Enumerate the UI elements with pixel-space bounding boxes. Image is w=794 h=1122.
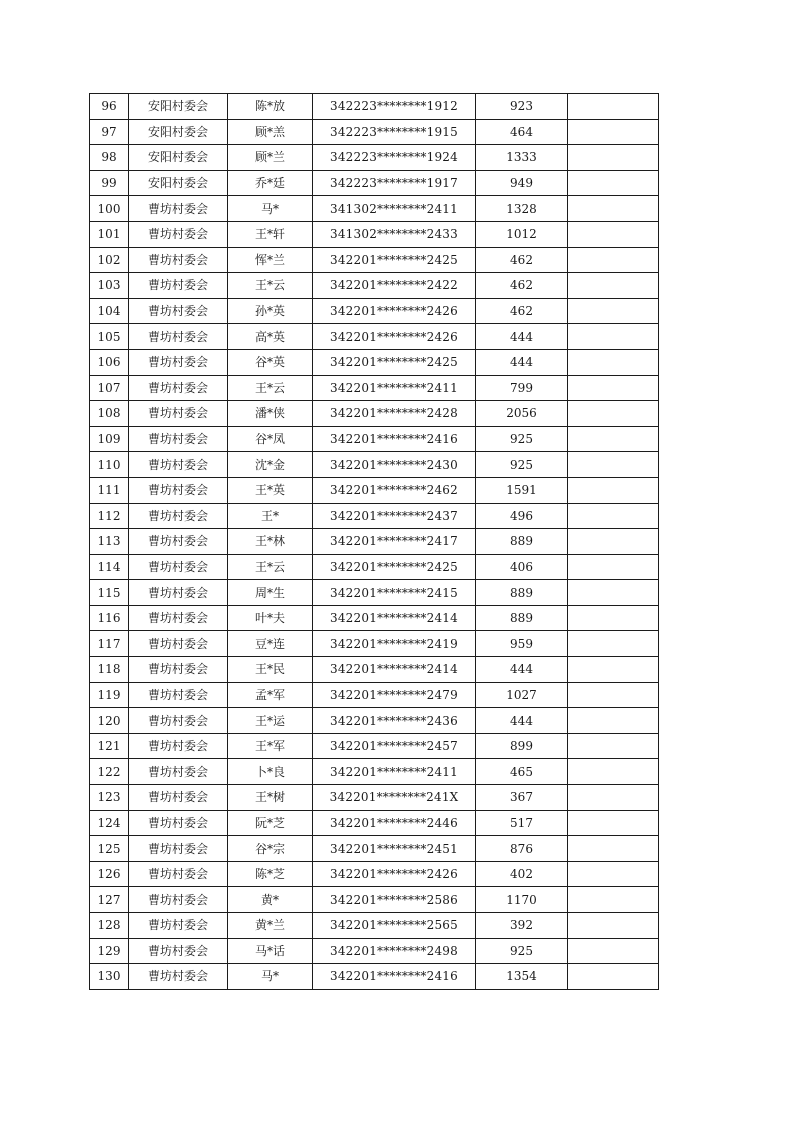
row-number-cell: 109 xyxy=(90,426,129,452)
blank-cell xyxy=(568,861,659,887)
blank-cell xyxy=(568,913,659,939)
table-row xyxy=(90,298,659,324)
amount-cell: 464 xyxy=(476,119,568,145)
village-cell: 曹坊村委会 xyxy=(129,477,228,503)
amount-cell: 949 xyxy=(476,170,568,196)
blank-cell xyxy=(568,503,659,529)
row-number-cell: 96 xyxy=(90,94,129,120)
blank-cell xyxy=(568,605,659,631)
table-row xyxy=(90,375,659,401)
village-cell: 曹坊村委会 xyxy=(129,298,228,324)
id-number-cell: 342201********2436 xyxy=(313,708,476,734)
village-cell: 曹坊村委会 xyxy=(129,221,228,247)
amount-cell: 923 xyxy=(476,94,568,120)
amount-cell: 889 xyxy=(476,529,568,555)
blank-cell xyxy=(568,657,659,683)
table-row xyxy=(90,145,659,171)
id-number-cell: 342201********2414 xyxy=(313,657,476,683)
amount-cell: 1170 xyxy=(476,887,568,913)
amount-cell: 444 xyxy=(476,708,568,734)
person-name-cell: 豆*连 xyxy=(228,631,313,657)
beneficiary-roster-table xyxy=(89,93,659,990)
village-cell: 曹坊村委会 xyxy=(129,605,228,631)
village-cell: 曹坊村委会 xyxy=(129,273,228,299)
row-number-cell: 106 xyxy=(90,349,129,375)
id-number-cell: 342201********2417 xyxy=(313,529,476,555)
row-number-cell: 117 xyxy=(90,631,129,657)
village-cell: 曹坊村委会 xyxy=(129,682,228,708)
table-row xyxy=(90,913,659,939)
row-number-cell: 101 xyxy=(90,221,129,247)
person-name-cell: 孟*军 xyxy=(228,682,313,708)
amount-cell: 462 xyxy=(476,298,568,324)
id-number-cell: 342201********2425 xyxy=(313,554,476,580)
row-number-cell: 104 xyxy=(90,298,129,324)
person-name-cell: 马* xyxy=(228,196,313,222)
id-number-cell: 342201********2422 xyxy=(313,273,476,299)
id-number-cell: 342201********2446 xyxy=(313,810,476,836)
blank-cell xyxy=(568,349,659,375)
table-row xyxy=(90,554,659,580)
table-row xyxy=(90,759,659,785)
id-number-cell: 342201********2411 xyxy=(313,375,476,401)
row-number-cell: 126 xyxy=(90,861,129,887)
person-name-cell: 顾*兰 xyxy=(228,145,313,171)
person-name-cell: 孙*英 xyxy=(228,298,313,324)
row-number-cell: 120 xyxy=(90,708,129,734)
id-number-cell: 342223********1917 xyxy=(313,170,476,196)
table-body xyxy=(90,94,659,990)
amount-cell: 444 xyxy=(476,657,568,683)
person-name-cell: 叶*夫 xyxy=(228,605,313,631)
person-name-cell: 王*云 xyxy=(228,554,313,580)
blank-cell xyxy=(568,119,659,145)
row-number-cell: 103 xyxy=(90,273,129,299)
row-number-cell: 129 xyxy=(90,938,129,964)
id-number-cell: 342201********2426 xyxy=(313,298,476,324)
table-row xyxy=(90,785,659,811)
blank-cell xyxy=(568,401,659,427)
id-number-cell: 341302********2411 xyxy=(313,196,476,222)
table-row xyxy=(90,477,659,503)
id-number-cell: 342201********2462 xyxy=(313,477,476,503)
amount-cell: 392 xyxy=(476,913,568,939)
table-row xyxy=(90,810,659,836)
village-cell: 曹坊村委会 xyxy=(129,349,228,375)
row-number-cell: 122 xyxy=(90,759,129,785)
village-cell: 曹坊村委会 xyxy=(129,964,228,990)
row-number-cell: 128 xyxy=(90,913,129,939)
blank-cell xyxy=(568,964,659,990)
blank-cell xyxy=(568,836,659,862)
row-number-cell: 116 xyxy=(90,605,129,631)
person-name-cell: 王*轩 xyxy=(228,221,313,247)
id-number-cell: 342201********2428 xyxy=(313,401,476,427)
row-number-cell: 124 xyxy=(90,810,129,836)
row-number-cell: 127 xyxy=(90,887,129,913)
id-number-cell: 342201********2425 xyxy=(313,247,476,273)
amount-cell: 496 xyxy=(476,503,568,529)
id-number-cell: 342201********2565 xyxy=(313,913,476,939)
village-cell: 曹坊村委会 xyxy=(129,580,228,606)
id-number-cell: 342201********2426 xyxy=(313,861,476,887)
row-number-cell: 111 xyxy=(90,477,129,503)
amount-cell: 959 xyxy=(476,631,568,657)
blank-cell xyxy=(568,196,659,222)
village-cell: 曹坊村委会 xyxy=(129,631,228,657)
id-number-cell: 342223********1924 xyxy=(313,145,476,171)
village-cell: 曹坊村委会 xyxy=(129,324,228,350)
blank-cell xyxy=(568,631,659,657)
row-number-cell: 112 xyxy=(90,503,129,529)
row-number-cell: 97 xyxy=(90,119,129,145)
blank-cell xyxy=(568,145,659,171)
row-number-cell: 108 xyxy=(90,401,129,427)
village-cell: 曹坊村委会 xyxy=(129,733,228,759)
table-row xyxy=(90,401,659,427)
table-row xyxy=(90,273,659,299)
person-name-cell: 马*话 xyxy=(228,938,313,964)
person-name-cell: 马* xyxy=(228,964,313,990)
row-number-cell: 119 xyxy=(90,682,129,708)
id-number-cell: 342201********2479 xyxy=(313,682,476,708)
amount-cell: 876 xyxy=(476,836,568,862)
village-cell: 曹坊村委会 xyxy=(129,554,228,580)
amount-cell: 1328 xyxy=(476,196,568,222)
amount-cell: 889 xyxy=(476,580,568,606)
row-number-cell: 123 xyxy=(90,785,129,811)
blank-cell xyxy=(568,785,659,811)
person-name-cell: 黄* xyxy=(228,887,313,913)
blank-cell xyxy=(568,759,659,785)
village-cell: 安阳村委会 xyxy=(129,145,228,171)
person-name-cell: 谷*凤 xyxy=(228,426,313,452)
blank-cell xyxy=(568,426,659,452)
person-name-cell: 高*英 xyxy=(228,324,313,350)
id-number-cell: 342201********2416 xyxy=(313,426,476,452)
person-name-cell: 恽*兰 xyxy=(228,247,313,273)
amount-cell: 1591 xyxy=(476,477,568,503)
village-cell: 曹坊村委会 xyxy=(129,759,228,785)
id-number-cell: 342201********2451 xyxy=(313,836,476,862)
amount-cell: 462 xyxy=(476,273,568,299)
id-number-cell: 342201********2426 xyxy=(313,324,476,350)
person-name-cell: 王*英 xyxy=(228,477,313,503)
id-number-cell: 342201********2425 xyxy=(313,349,476,375)
table-row xyxy=(90,452,659,478)
person-name-cell: 王*军 xyxy=(228,733,313,759)
village-cell: 曹坊村委会 xyxy=(129,452,228,478)
row-number-cell: 118 xyxy=(90,657,129,683)
row-number-cell: 114 xyxy=(90,554,129,580)
row-number-cell: 100 xyxy=(90,196,129,222)
blank-cell xyxy=(568,938,659,964)
person-name-cell: 阮*芝 xyxy=(228,810,313,836)
amount-cell: 2056 xyxy=(476,401,568,427)
amount-cell: 444 xyxy=(476,349,568,375)
blank-cell xyxy=(568,452,659,478)
amount-cell: 1354 xyxy=(476,964,568,990)
person-name-cell: 王*民 xyxy=(228,657,313,683)
amount-cell: 1333 xyxy=(476,145,568,171)
amount-cell: 402 xyxy=(476,861,568,887)
table-row xyxy=(90,631,659,657)
person-name-cell: 卜*良 xyxy=(228,759,313,785)
amount-cell: 1012 xyxy=(476,221,568,247)
village-cell: 曹坊村委会 xyxy=(129,785,228,811)
id-number-cell: 342223********1912 xyxy=(313,94,476,120)
id-number-cell: 342201********2498 xyxy=(313,938,476,964)
blank-cell xyxy=(568,580,659,606)
id-number-cell: 342201********2586 xyxy=(313,887,476,913)
table-row xyxy=(90,119,659,145)
row-number-cell: 99 xyxy=(90,170,129,196)
person-name-cell: 周*生 xyxy=(228,580,313,606)
village-cell: 曹坊村委会 xyxy=(129,708,228,734)
row-number-cell: 102 xyxy=(90,247,129,273)
table-row xyxy=(90,196,659,222)
person-name-cell: 陈*放 xyxy=(228,94,313,120)
person-name-cell: 王*云 xyxy=(228,375,313,401)
amount-cell: 925 xyxy=(476,938,568,964)
village-cell: 曹坊村委会 xyxy=(129,938,228,964)
person-name-cell: 王*林 xyxy=(228,529,313,555)
row-number-cell: 125 xyxy=(90,836,129,862)
village-cell: 曹坊村委会 xyxy=(129,247,228,273)
table-row xyxy=(90,247,659,273)
amount-cell: 462 xyxy=(476,247,568,273)
person-name-cell: 王*树 xyxy=(228,785,313,811)
village-cell: 曹坊村委会 xyxy=(129,426,228,452)
person-name-cell: 王* xyxy=(228,503,313,529)
table-row xyxy=(90,529,659,555)
table-row xyxy=(90,170,659,196)
blank-cell xyxy=(568,810,659,836)
table-row xyxy=(90,861,659,887)
person-name-cell: 黄*兰 xyxy=(228,913,313,939)
village-cell: 安阳村委会 xyxy=(129,94,228,120)
id-number-cell: 342201********241X xyxy=(313,785,476,811)
village-cell: 曹坊村委会 xyxy=(129,836,228,862)
table-row xyxy=(90,682,659,708)
row-number-cell: 115 xyxy=(90,580,129,606)
id-number-cell: 342201********2411 xyxy=(313,759,476,785)
blank-cell xyxy=(568,94,659,120)
row-number-cell: 98 xyxy=(90,145,129,171)
amount-cell: 899 xyxy=(476,733,568,759)
table-row xyxy=(90,349,659,375)
blank-cell xyxy=(568,682,659,708)
table-row xyxy=(90,836,659,862)
blank-cell xyxy=(568,273,659,299)
amount-cell: 1027 xyxy=(476,682,568,708)
blank-cell xyxy=(568,324,659,350)
village-cell: 曹坊村委会 xyxy=(129,503,228,529)
blank-cell xyxy=(568,375,659,401)
id-number-cell: 342201********2419 xyxy=(313,631,476,657)
table-row xyxy=(90,580,659,606)
row-number-cell: 121 xyxy=(90,733,129,759)
id-number-cell: 342201********2414 xyxy=(313,605,476,631)
person-name-cell: 谷*宗 xyxy=(228,836,313,862)
village-cell: 曹坊村委会 xyxy=(129,913,228,939)
table-row xyxy=(90,324,659,350)
person-name-cell: 王*云 xyxy=(228,273,313,299)
table-row xyxy=(90,733,659,759)
person-name-cell: 谷*英 xyxy=(228,349,313,375)
blank-cell xyxy=(568,554,659,580)
row-number-cell: 107 xyxy=(90,375,129,401)
person-name-cell: 乔*廷 xyxy=(228,170,313,196)
amount-cell: 367 xyxy=(476,785,568,811)
blank-cell xyxy=(568,170,659,196)
id-number-cell: 342201********2416 xyxy=(313,964,476,990)
amount-cell: 444 xyxy=(476,324,568,350)
id-number-cell: 342201********2415 xyxy=(313,580,476,606)
person-name-cell: 潘*侠 xyxy=(228,401,313,427)
table-row xyxy=(90,426,659,452)
table-row xyxy=(90,221,659,247)
person-name-cell: 王*运 xyxy=(228,708,313,734)
amount-cell: 925 xyxy=(476,452,568,478)
blank-cell xyxy=(568,887,659,913)
blank-cell xyxy=(568,529,659,555)
village-cell: 曹坊村委会 xyxy=(129,196,228,222)
village-cell: 曹坊村委会 xyxy=(129,401,228,427)
amount-cell: 925 xyxy=(476,426,568,452)
village-cell: 曹坊村委会 xyxy=(129,810,228,836)
village-cell: 安阳村委会 xyxy=(129,170,228,196)
table-row xyxy=(90,964,659,990)
row-number-cell: 130 xyxy=(90,964,129,990)
id-number-cell: 342201********2437 xyxy=(313,503,476,529)
village-cell: 安阳村委会 xyxy=(129,119,228,145)
person-name-cell: 顾*羔 xyxy=(228,119,313,145)
blank-cell xyxy=(568,221,659,247)
amount-cell: 889 xyxy=(476,605,568,631)
id-number-cell: 342201********2457 xyxy=(313,733,476,759)
person-name-cell: 陈*芝 xyxy=(228,861,313,887)
blank-cell xyxy=(568,298,659,324)
row-number-cell: 110 xyxy=(90,452,129,478)
amount-cell: 517 xyxy=(476,810,568,836)
table-row xyxy=(90,503,659,529)
blank-cell xyxy=(568,733,659,759)
table-row xyxy=(90,657,659,683)
id-number-cell: 342201********2430 xyxy=(313,452,476,478)
table-row xyxy=(90,887,659,913)
table-row xyxy=(90,94,659,120)
blank-cell xyxy=(568,247,659,273)
amount-cell: 465 xyxy=(476,759,568,785)
village-cell: 曹坊村委会 xyxy=(129,887,228,913)
id-number-cell: 342223********1915 xyxy=(313,119,476,145)
row-number-cell: 113 xyxy=(90,529,129,555)
id-number-cell: 341302********2433 xyxy=(313,221,476,247)
blank-cell xyxy=(568,708,659,734)
row-number-cell: 105 xyxy=(90,324,129,350)
amount-cell: 799 xyxy=(476,375,568,401)
village-cell: 曹坊村委会 xyxy=(129,375,228,401)
village-cell: 曹坊村委会 xyxy=(129,861,228,887)
table-row xyxy=(90,708,659,734)
person-name-cell: 沈*金 xyxy=(228,452,313,478)
village-cell: 曹坊村委会 xyxy=(129,657,228,683)
village-cell: 曹坊村委会 xyxy=(129,529,228,555)
blank-cell xyxy=(568,477,659,503)
table-row xyxy=(90,605,659,631)
amount-cell: 406 xyxy=(476,554,568,580)
table-row xyxy=(90,938,659,964)
